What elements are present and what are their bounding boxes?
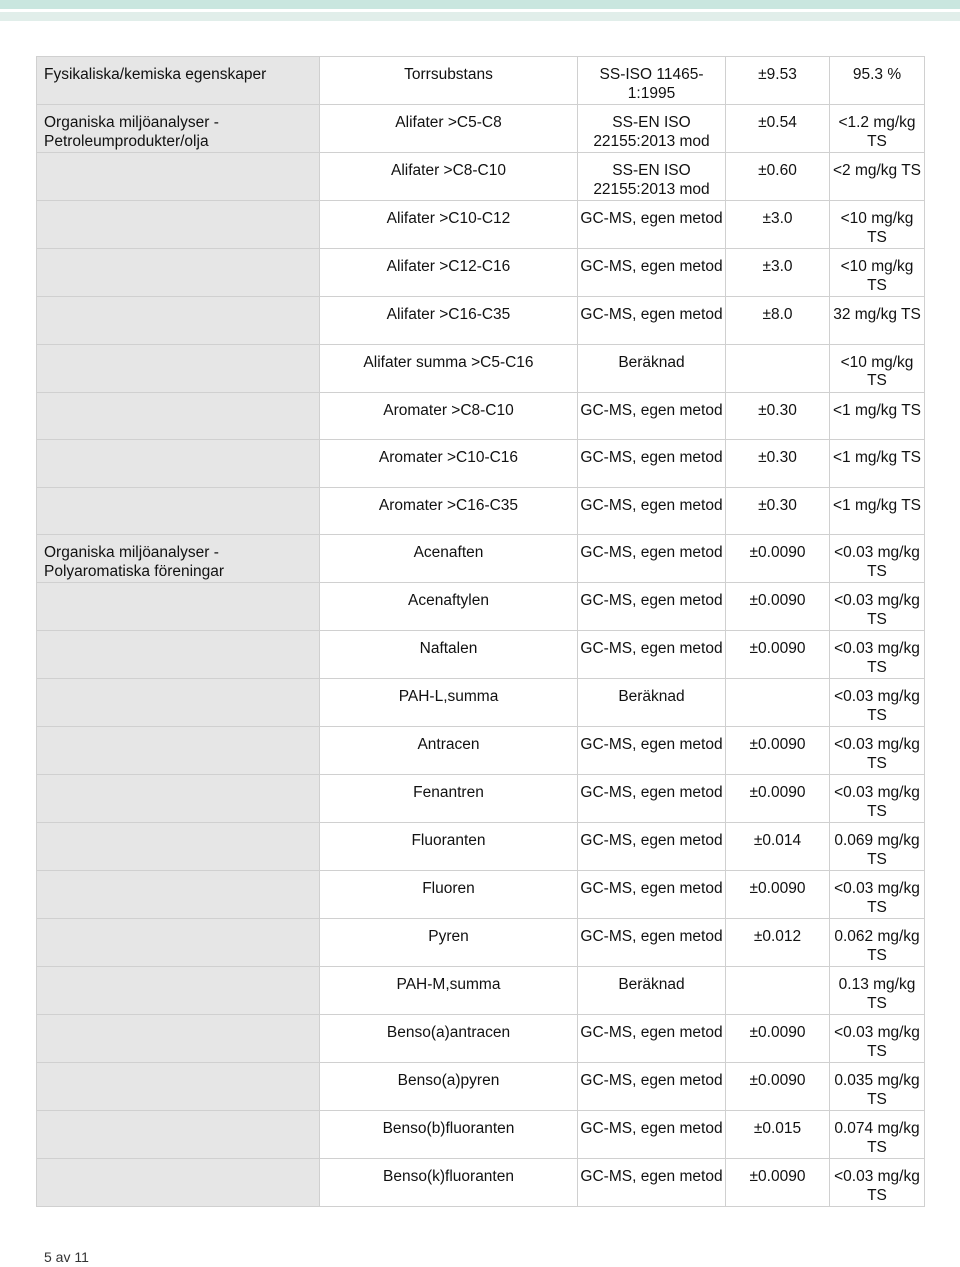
category-cell xyxy=(37,631,320,679)
category-cell: Organiska miljöanalyser - Petroleumprodukter/olja xyxy=(37,105,320,153)
parameter-cell: Acenaften xyxy=(320,535,578,583)
table-row xyxy=(37,344,925,392)
results-table-body xyxy=(37,57,925,1207)
parameter-cell: Antracen xyxy=(320,727,578,775)
method-cell: GC-MS, egen metod xyxy=(578,871,726,919)
table-row xyxy=(37,105,925,153)
category-cell xyxy=(37,775,320,823)
result-cell: <0.03 mg/kg TS xyxy=(830,1159,925,1207)
results-table xyxy=(36,56,925,1207)
result-cell: <0.03 mg/kg TS xyxy=(830,583,925,631)
method-cell: Beräknad xyxy=(578,967,726,1015)
table-row xyxy=(37,967,925,1015)
table-row xyxy=(37,583,925,631)
category-cell xyxy=(37,1159,320,1207)
result-cell: <2 mg/kg TS xyxy=(830,153,925,201)
method-cell: SS-EN ISO 22155:2013 mod xyxy=(578,153,726,201)
uncertainty-cell: ±0.014 xyxy=(726,823,830,871)
table-row xyxy=(37,823,925,871)
category-cell xyxy=(37,823,320,871)
table-row xyxy=(37,57,925,105)
result-cell: <1.2 mg/kg TS xyxy=(830,105,925,153)
category-cell xyxy=(37,153,320,201)
result-cell: 0.074 mg/kg TS xyxy=(830,1111,925,1159)
parameter-cell: Benso(a)pyren xyxy=(320,1063,578,1111)
parameter-cell: Alifater >C16-C35 xyxy=(320,297,578,345)
method-cell: Beräknad xyxy=(578,679,726,727)
table-row xyxy=(37,392,925,440)
parameter-cell: PAH-L,summa xyxy=(320,679,578,727)
method-cell: GC-MS, egen metod xyxy=(578,297,726,345)
method-cell: GC-MS, egen metod xyxy=(578,249,726,297)
uncertainty-cell: ±0.30 xyxy=(726,392,830,440)
result-cell: 0.062 mg/kg TS xyxy=(830,919,925,967)
category-cell xyxy=(37,727,320,775)
method-cell: GC-MS, egen metod xyxy=(578,1015,726,1063)
result-cell: <1 mg/kg TS xyxy=(830,487,925,535)
parameter-cell: Alifater summa >C5-C16 xyxy=(320,344,578,392)
method-cell: SS-EN ISO 22155:2013 mod xyxy=(578,105,726,153)
uncertainty-cell: ±0.0090 xyxy=(726,535,830,583)
header-stripe xyxy=(0,0,960,9)
category-cell xyxy=(37,440,320,488)
uncertainty-cell: ±0.0090 xyxy=(726,631,830,679)
result-cell: <1 mg/kg TS xyxy=(830,440,925,488)
table-row xyxy=(37,487,925,535)
category-cell xyxy=(37,487,320,535)
table-row xyxy=(37,1063,925,1111)
parameter-cell: Alifater >C10-C12 xyxy=(320,201,578,249)
category-cell: Fysikaliska/kemiska egenskaper xyxy=(37,57,320,105)
table-row xyxy=(37,249,925,297)
method-cell: GC-MS, egen metod xyxy=(578,1111,726,1159)
category-cell xyxy=(37,919,320,967)
uncertainty-cell xyxy=(726,967,830,1015)
uncertainty-cell: ±0.54 xyxy=(726,105,830,153)
uncertainty-cell: ±8.0 xyxy=(726,297,830,345)
method-cell: GC-MS, egen metod xyxy=(578,440,726,488)
table-row xyxy=(37,1159,925,1207)
parameter-cell: Aromater >C16-C35 xyxy=(320,487,578,535)
table-row xyxy=(37,440,925,488)
method-cell: SS-ISO 11465-1:1995 xyxy=(578,57,726,105)
method-cell: GC-MS, egen metod xyxy=(578,775,726,823)
uncertainty-cell: ±0.0090 xyxy=(726,1159,830,1207)
uncertainty-cell: ±0.0090 xyxy=(726,727,830,775)
result-cell: <0.03 mg/kg TS xyxy=(830,679,925,727)
parameter-cell: Torrsubstans xyxy=(320,57,578,105)
parameter-cell: Pyren xyxy=(320,919,578,967)
uncertainty-cell: ±9.53 xyxy=(726,57,830,105)
uncertainty-cell xyxy=(726,679,830,727)
method-cell: GC-MS, egen metod xyxy=(578,535,726,583)
uncertainty-cell: ±0.0090 xyxy=(726,775,830,823)
method-cell: GC-MS, egen metod xyxy=(578,823,726,871)
parameter-cell: Fluoranten xyxy=(320,823,578,871)
uncertainty-cell: ±3.0 xyxy=(726,249,830,297)
method-cell: GC-MS, egen metod xyxy=(578,487,726,535)
table-row xyxy=(37,727,925,775)
result-cell: <0.03 mg/kg TS xyxy=(830,631,925,679)
result-cell: <0.03 mg/kg TS xyxy=(830,871,925,919)
category-cell xyxy=(37,344,320,392)
table-row xyxy=(37,631,925,679)
category-cell xyxy=(37,297,320,345)
table-row xyxy=(37,679,925,727)
method-cell: GC-MS, egen metod xyxy=(578,1159,726,1207)
result-cell: 32 mg/kg TS xyxy=(830,297,925,345)
parameter-cell: Alifater >C8-C10 xyxy=(320,153,578,201)
header-stripe xyxy=(0,12,960,21)
method-cell: GC-MS, egen metod xyxy=(578,201,726,249)
uncertainty-cell: ±3.0 xyxy=(726,201,830,249)
uncertainty-cell: ±0.015 xyxy=(726,1111,830,1159)
parameter-cell: Fluoren xyxy=(320,871,578,919)
result-cell: <0.03 mg/kg TS xyxy=(830,535,925,583)
method-cell: GC-MS, egen metod xyxy=(578,727,726,775)
parameter-cell: Alifater >C5-C8 xyxy=(320,105,578,153)
result-cell: <10 mg/kg TS xyxy=(830,344,925,392)
table-row xyxy=(37,297,925,345)
uncertainty-cell xyxy=(726,344,830,392)
parameter-cell: Benso(k)fluoranten xyxy=(320,1159,578,1207)
table-row xyxy=(37,775,925,823)
category-cell xyxy=(37,871,320,919)
table-row xyxy=(37,919,925,967)
category-cell xyxy=(37,1015,320,1063)
category-cell xyxy=(37,967,320,1015)
uncertainty-cell: ±0.012 xyxy=(726,919,830,967)
result-cell: 0.069 mg/kg TS xyxy=(830,823,925,871)
method-cell: Beräknad xyxy=(578,344,726,392)
parameter-cell: Alifater >C12-C16 xyxy=(320,249,578,297)
method-cell: GC-MS, egen metod xyxy=(578,583,726,631)
category-cell: Organiska miljöanalyser - Polyaromatiska föreningar xyxy=(37,535,320,583)
uncertainty-cell: ±0.0090 xyxy=(726,871,830,919)
category-cell xyxy=(37,201,320,249)
parameter-cell: Acenaftylen xyxy=(320,583,578,631)
category-cell xyxy=(37,583,320,631)
category-cell xyxy=(37,392,320,440)
result-cell: 0.13 mg/kg TS xyxy=(830,967,925,1015)
result-cell: <10 mg/kg TS xyxy=(830,249,925,297)
table-row xyxy=(37,1111,925,1159)
table-row xyxy=(37,201,925,249)
method-cell: GC-MS, egen metod xyxy=(578,392,726,440)
uncertainty-cell: ±0.0090 xyxy=(726,1015,830,1063)
result-cell: 0.035 mg/kg TS xyxy=(830,1063,925,1111)
header-decoration xyxy=(0,0,960,38)
parameter-cell: Benso(a)antracen xyxy=(320,1015,578,1063)
page-number: 5 av 11 xyxy=(44,1249,89,1265)
result-cell: <0.03 mg/kg TS xyxy=(830,727,925,775)
uncertainty-cell: ±0.0090 xyxy=(726,1063,830,1111)
parameter-cell: Naftalen xyxy=(320,631,578,679)
result-cell: <0.03 mg/kg TS xyxy=(830,1015,925,1063)
result-cell: <1 mg/kg TS xyxy=(830,392,925,440)
uncertainty-cell: ±0.60 xyxy=(726,153,830,201)
parameter-cell: Fenantren xyxy=(320,775,578,823)
method-cell: GC-MS, egen metod xyxy=(578,1063,726,1111)
parameter-cell: PAH-M,summa xyxy=(320,967,578,1015)
method-cell: GC-MS, egen metod xyxy=(578,919,726,967)
table-row xyxy=(37,1015,925,1063)
category-cell xyxy=(37,1063,320,1111)
table-row xyxy=(37,871,925,919)
table-row xyxy=(37,535,925,583)
uncertainty-cell: ±0.0090 xyxy=(726,583,830,631)
category-cell xyxy=(37,679,320,727)
category-cell xyxy=(37,249,320,297)
result-cell: 95.3 % xyxy=(830,57,925,105)
uncertainty-cell: ±0.30 xyxy=(726,487,830,535)
parameter-cell: Benso(b)fluoranten xyxy=(320,1111,578,1159)
method-cell: GC-MS, egen metod xyxy=(578,631,726,679)
uncertainty-cell: ±0.30 xyxy=(726,440,830,488)
parameter-cell: Aromater >C10-C16 xyxy=(320,440,578,488)
result-cell: <0.03 mg/kg TS xyxy=(830,775,925,823)
table-row xyxy=(37,153,925,201)
parameter-cell: Aromater >C8-C10 xyxy=(320,392,578,440)
category-cell xyxy=(37,1111,320,1159)
result-cell: <10 mg/kg TS xyxy=(830,201,925,249)
